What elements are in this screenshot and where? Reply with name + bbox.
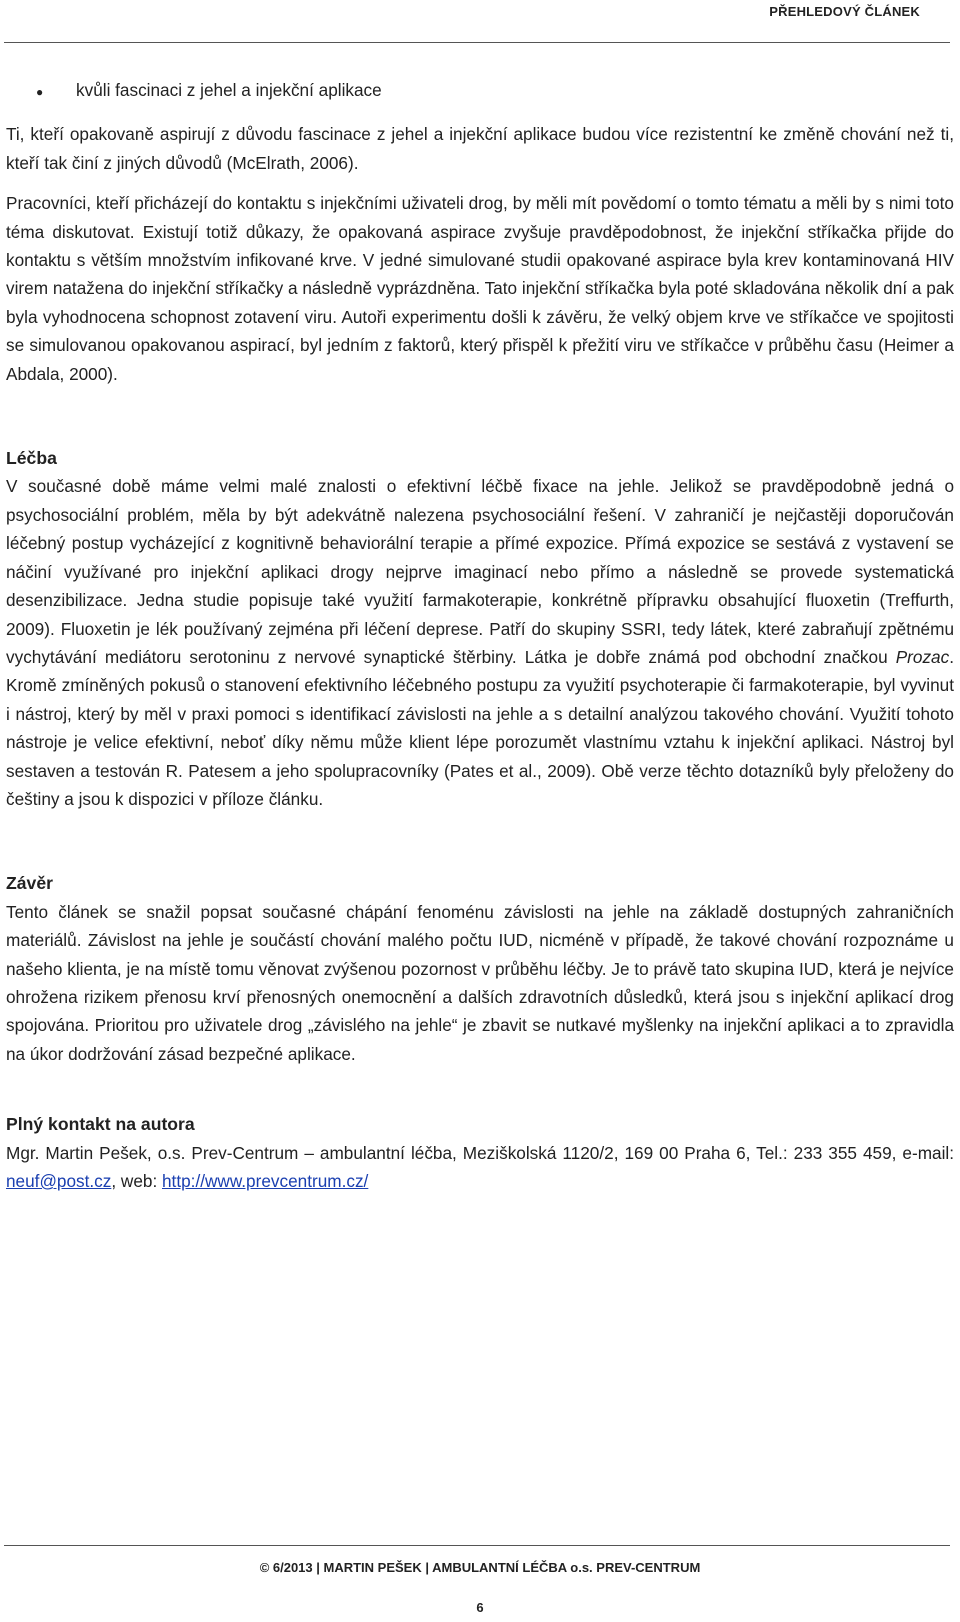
bullet-dot-icon: ●: [36, 85, 44, 99]
section-lecba: [6, 444, 954, 813]
bullet-item: [6, 76, 954, 106]
paragraph: Ti, kteří opakovaně aspirují z důvodu fascinace z jehel a injekční aplikace budou více rezistentní ke změně chování než ti, kteří tak činí z jiných důvodů (McElrath, 2006).: [6, 124, 954, 173]
section-heading: Plný kontakt na autora: [6, 1114, 195, 1135]
section-heading: Závěr: [6, 873, 53, 894]
article-body: [6, 76, 954, 1195]
section-zaver: [6, 869, 954, 1068]
section-contact: [6, 1110, 954, 1195]
paragraph: Pracovníci, kteří přicházejí do kontaktu s injekčními uživateli drog, by měli mít povědomí o tomto tématu a měli by s nimi toto téma diskutovat. Existují totiž důkazy, že opakovaná aspirace zvyšuje pravděpodobnost, že injekční stříkačka přijde do kontaktu s větším množstvím infikované krve. V jedné simulované studii opakované aspirace byla krev kontaminovaná HIV virem natažena do injekční stříkačky a následně vyprázdněna. Tato injekční stříkačka byla poté skladována několik dní a pak byla vyhodnocena schopnost zotavení viru. Autoři experimentu došli k závěru, že velký objem krve ve stříkačce ve spojitosti se simulovanou opakovanou aspirací, byl jedním z faktorů, který přispěl k přežití viru ve stříkačce v průběhu času (Heimer a Abdala, 2000).: [6, 193, 954, 384]
paragraph: Tento článek se snažil popsat současné chápání fenoménu závislosti na jehle na základě dostupných zahraničních materiálů. Závislost na jehle je součástí chování malého počtu IUD, nicméně v případě, že takové chování rozpoznáme u našeho klienta, je na místě tomu věnovat zvýšenou pozornost v průběhu léčby. Je to právě tato skupina IUD, která je nejvíce ohrožena rizikem přenosu krví přenosných onemocnění a dalších zdravotních důsledků, která jsou s injekční aplikací drog spojována. Prioritou pro uživatele drog „závislého na jehle“ je zbavit se nutkavé myšlenky na injekční aplikaci a to zpravidla na úkor dodržování zásad bezpečné aplikace.: [6, 901, 954, 1064]
web-link[interactable]: http://www.prevcentrum.cz/: [162, 1171, 369, 1191]
trade-name: Prozac: [895, 646, 950, 667]
section-heading: Léčba: [6, 448, 57, 469]
bullet-text: kvůli fascinaci z jehel a injekční aplikace: [76, 80, 382, 100]
footer-rule: [4, 1545, 950, 1546]
paragraph: Mgr. Martin Pešek, o.s. Prev-Centrum – ambulantní léčba, Meziškolská 1120/2, 169 00 Praha 6, Tel.: 233 355 459, e-mail: neuf@post.cz, web: http://www.prevcentrum.cz/: [6, 1142, 954, 1191]
page-number: 6: [476, 1600, 484, 1615]
paragraph: V současné době máme velmi malé znalosti o efektivní léčbě fixace na jehle. Jelikož se pravděpodobně jedná o psychosociální problém, měla by být adekvátně nalezena psychosociální řešení. V zahraničí je nejčastěji doporučován léčebný postup vycházející z kognitivně behaviorální terapie a přímé expozice. Přímá expozice se sestává z vystavení se náčiní využívané pro injekční aplikaci drogy nejprve imaginací nebo přímo a následně se provede systematická desenzibilizace. Jedna studie popisuje také využití farmakoterapie, konkrétně přípravku obsahující fluoxetin (Treffurth, 2009). Fluoxetin je lék používaný zejména při léčení deprese. Patří do skupiny SSRI, tedy látek, které zabraňují zpětnému vychytávání mediátoru serotoninu z nervové synaptické štěrbiny. Látka je dobře známá pod obchodní značkou Prozac. Kromě zmíněných pokusů o stanovení efektivního léčebného postupu za využití psychoterapie či farmakoterapie, byl vyvinut i nástroj, který by měl v praxi pomoci s identifikací závislosti na jehle a s detailní analýzou takového chování. Využití tohoto nástroje je velice efektivní, neboť díky němu může klient lépe porozumět vlastnímu vztahu k injekční aplikaci. Nástroj byl sestaven a testován R. Patesem a jeho spolupracovníky (Pates et al., 2009). Obě verze těchto dotazníků byly přeloženy do češtiny a jsou k dispozici v příloze článku.: [6, 476, 954, 809]
running-header: PŘEHLEDOVÝ ČLÁNEK: [769, 4, 920, 19]
running-footer: © 6/2013 | MARTIN PEŠEK | AMBULANTNÍ LÉČBA o.s. PREV-CENTRUM: [259, 1560, 701, 1575]
email-link[interactable]: neuf@post.cz: [6, 1171, 112, 1191]
header-rule: [4, 42, 950, 43]
